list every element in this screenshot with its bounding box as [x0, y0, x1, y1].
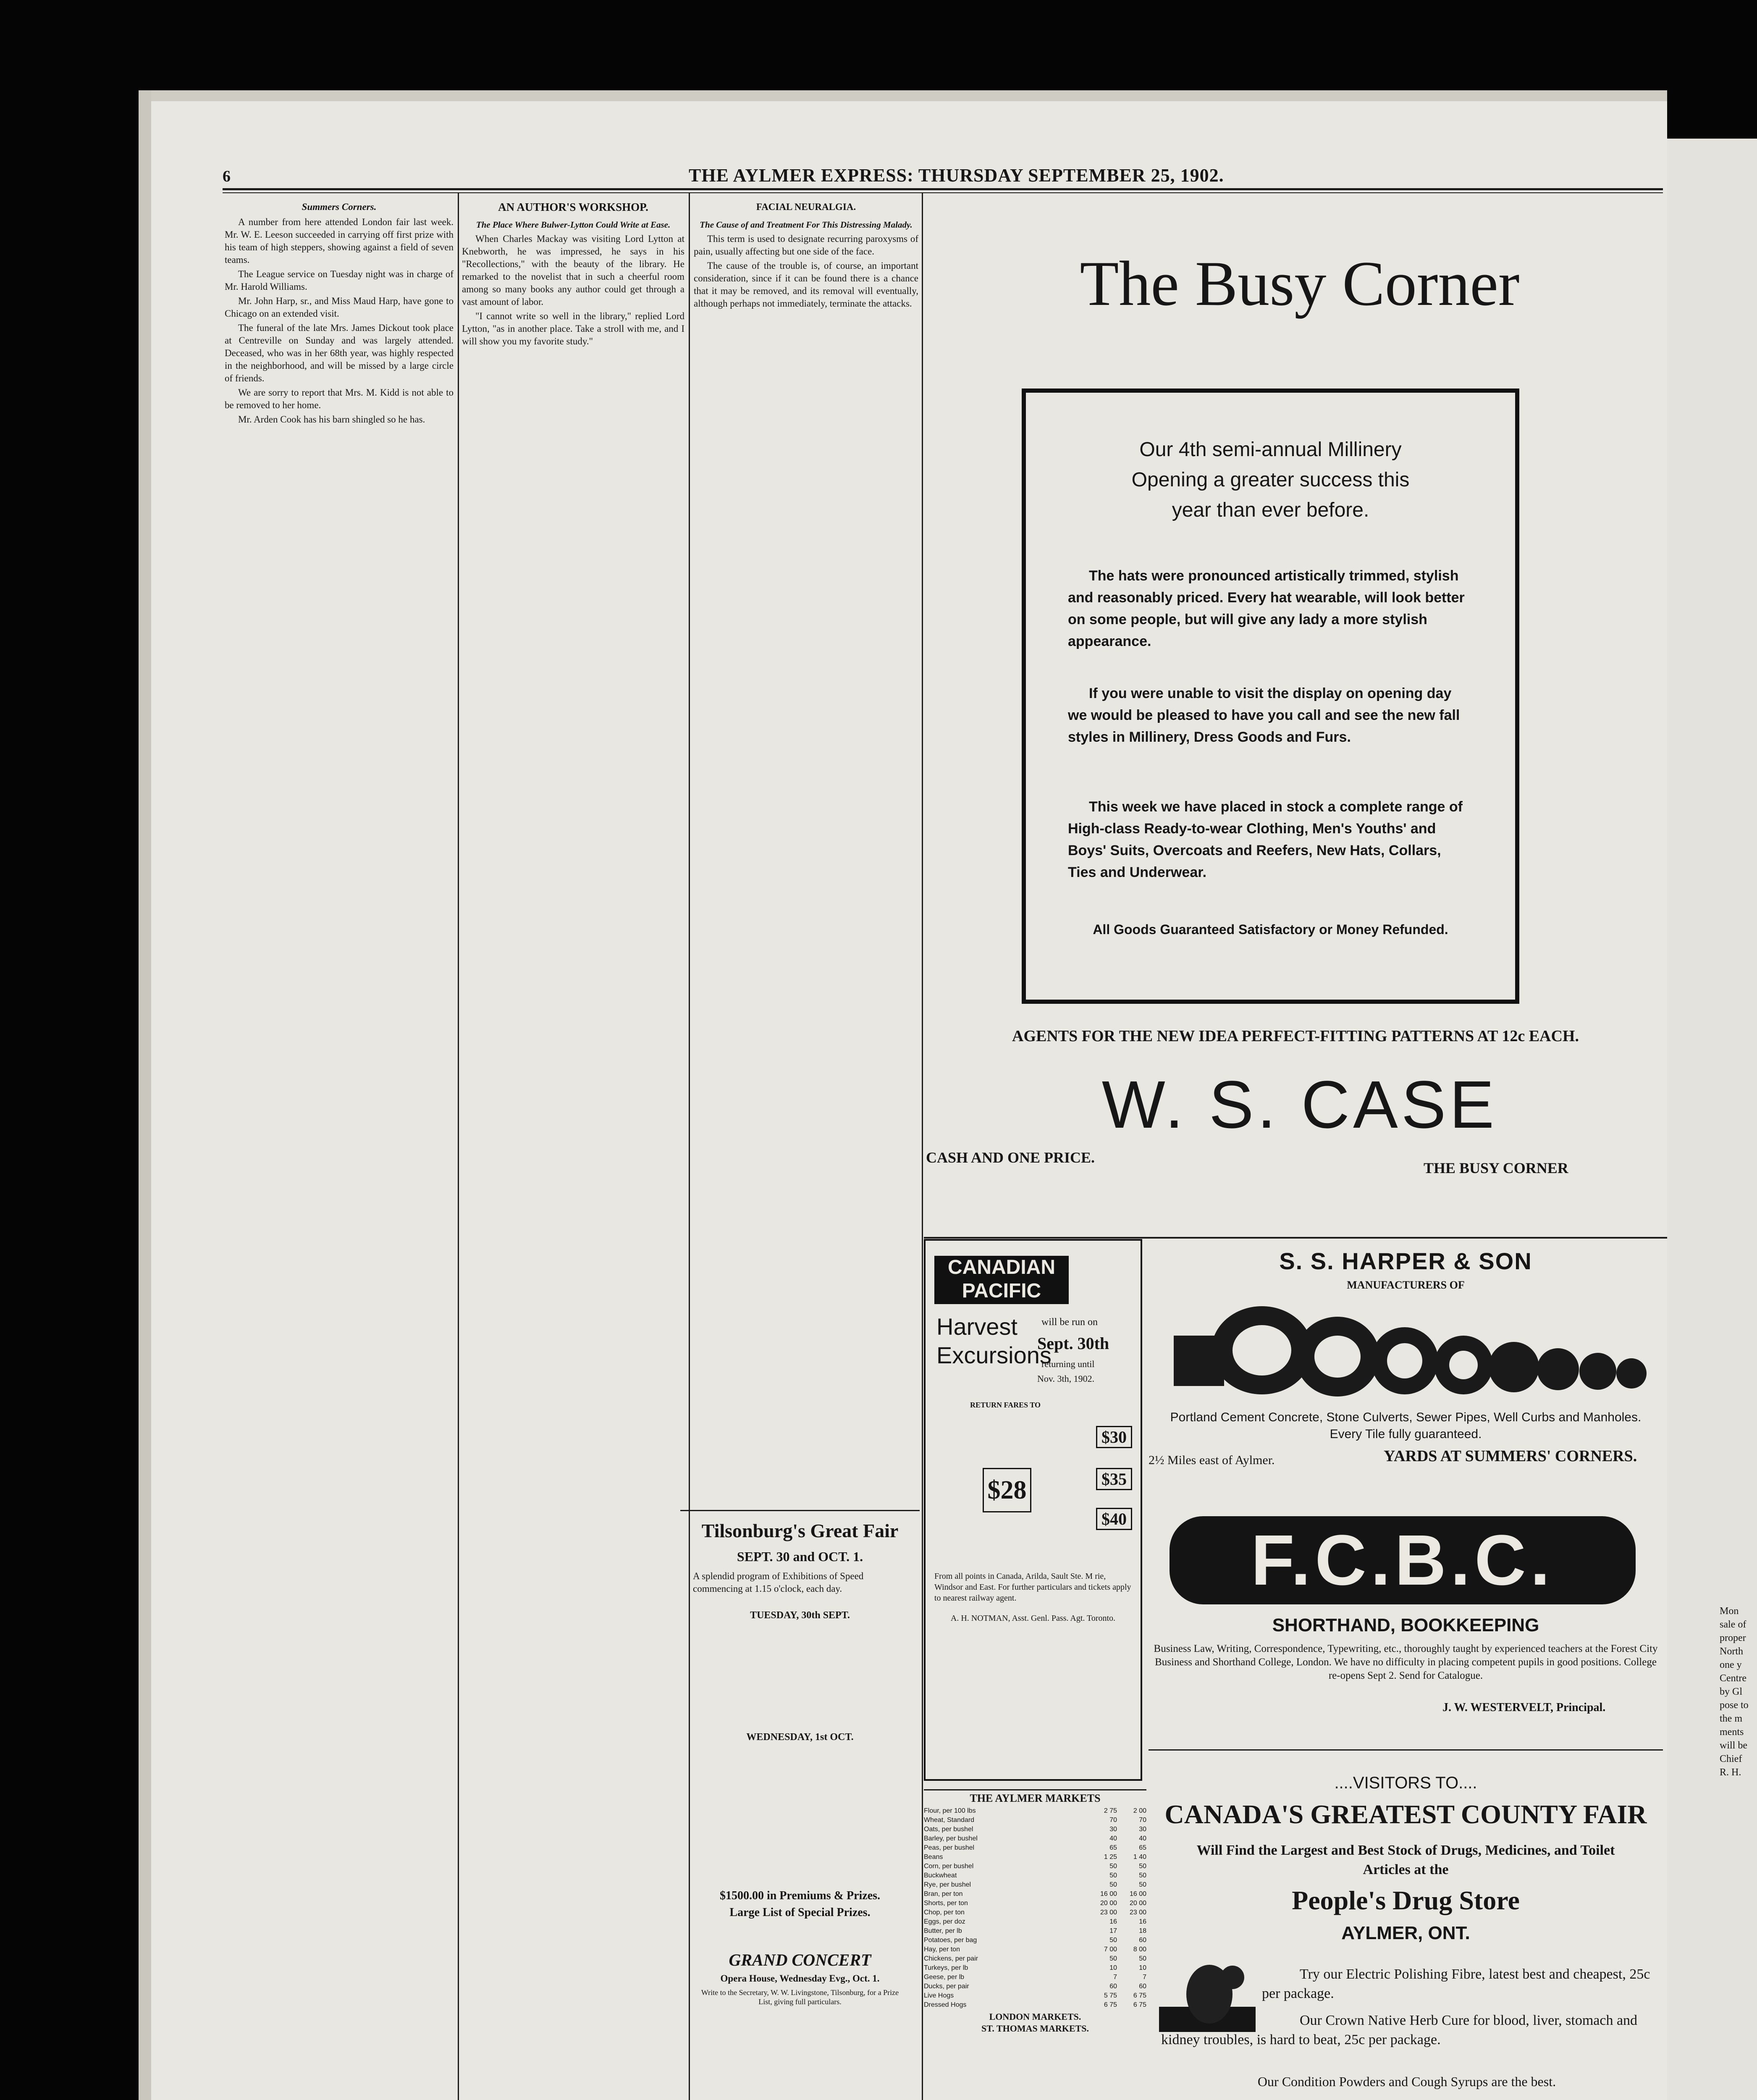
- market-row: [924, 1945, 1146, 1954]
- harper-title: S. S. HARPER & SON: [1279, 1248, 1532, 1274]
- market-price: 50: [1109, 1881, 1117, 1888]
- cpr-logo: [934, 1256, 1069, 1304]
- market-row: [924, 1890, 1146, 1899]
- market-price: 30: [1139, 1826, 1146, 1833]
- article-paragraph: A number from here attended London fair last week. Mr. W. E. Leeson succeeded in carrying off first prize with his team of high steppers, showing against a field of seven teams.: [225, 217, 454, 265]
- edge-text: proper: [1720, 1633, 1746, 1643]
- markets-rows: [924, 1806, 1146, 2010]
- cpr-footer: From all points in Canada, Arilda, Sault Ste. M rie, Windsor and East. For further particulars and tickets apply to nearest railway agent.: [934, 1572, 1131, 1603]
- stthomas-markets-title: ST. THOMAS MARKETS.: [981, 2023, 1089, 2034]
- market-row: [924, 1816, 1146, 1825]
- headline-line: Our 4th semi-annual Millinery: [1139, 438, 1402, 461]
- millinery-headline: [1051, 435, 1490, 525]
- fcbc-title: SHORTHAND, BOOKKEEPING: [1272, 1615, 1539, 1635]
- article-paragraph: This term is used to designate recurring paroxysms of pain, usually affecting but one side of the face.: [694, 234, 918, 257]
- fcbc-logo: F.C.B.C.: [1170, 1516, 1636, 1604]
- market-price: 50: [1109, 1872, 1117, 1879]
- market-item: Turkeys, per lb: [924, 1964, 968, 1971]
- market-price: 50: [1139, 1881, 1146, 1888]
- market-item: Potatoes, per bag: [924, 1937, 977, 1944]
- cash-one-price: CASH AND ONE PRICE.: [926, 1149, 1095, 1166]
- market-row: [924, 1973, 1146, 1982]
- market-price: 23 00: [1100, 1909, 1117, 1916]
- visitors-line-1: Try our Electric Polishing Fibre, latest best and cheapest, 25c per package.: [1262, 1966, 1650, 2001]
- cpr-fares-label: RETURN FARES TO: [970, 1401, 1041, 1409]
- article-paragraph: When Charles Mackay was visiting Lord Lytton at Knebworth, he was impressed, he says in his "Recollections," with the beauty of the library. He remarked to the novelist that in such a cheerful room among so many books any author could get through a vast amount of labor.: [462, 234, 684, 307]
- market-price: 1 40: [1133, 1853, 1146, 1861]
- market-item: Oats, per bushel: [924, 1826, 973, 1833]
- edge-text: sale of: [1720, 1619, 1747, 1630]
- market-row: [924, 1982, 1146, 1991]
- article-title: FACIAL NEURALGIA.: [756, 202, 856, 212]
- fair-concert: GRAND CONCERT: [729, 1950, 871, 1969]
- market-price: 2 75: [1104, 1807, 1117, 1814]
- visitors-sub: Will Find the Largest and Best Stock of Drugs, Medicines, and Toilet Articles at the: [1196, 1843, 1615, 1877]
- market-item: Bran, per ton: [924, 1890, 963, 1898]
- article-title: Summers Corners.: [302, 202, 377, 212]
- market-price: 70: [1109, 1816, 1117, 1824]
- market-item: Butter, per lb: [924, 1927, 962, 1935]
- market-item: Chop, per ton: [924, 1909, 965, 1916]
- market-price: 50: [1109, 1937, 1117, 1944]
- article-subtitle: The Cause of and Treatment For This Distressing Malady.: [700, 220, 913, 230]
- market-item: Beans: [924, 1853, 943, 1861]
- busy-corner-tag: THE BUSY CORNER: [1424, 1160, 1568, 1176]
- cpr-logo-top: CANADIAN: [948, 1256, 1055, 1278]
- cpr-will-be-run: will be run on: [1041, 1317, 1098, 1328]
- harper-yards: YARDS AT SUMMERS' CORNERS.: [1384, 1447, 1637, 1465]
- market-price: 10: [1139, 1964, 1146, 1971]
- market-price: 23 00: [1129, 1909, 1146, 1916]
- adjacent-page-edge: [1667, 139, 1757, 2100]
- market-price: 50: [1109, 1863, 1117, 1870]
- market-item: Buckwheat: [924, 1872, 957, 1879]
- market-price: 60: [1109, 1983, 1117, 1990]
- drug-store-ad: [1149, 1749, 1663, 2099]
- drug-store-name: People's Drug Store: [1292, 1885, 1520, 1915]
- article-paragraph: The League service on Tuesday night was in charge of Mr. Harold Williams.: [225, 269, 454, 292]
- market-item: Geese, per lb: [924, 1974, 965, 1981]
- market-price: 7: [1113, 1974, 1117, 1981]
- edge-text: will be: [1720, 1740, 1747, 1751]
- article-paragraph: The funeral of the late Mrs. James Dickout took place at Centreville on Sunday and was largely attended. Deceased, who was in her 68th year, was highly respected in the neighborhood, and will be missed by a large circle of friends.: [225, 323, 454, 383]
- market-price: 40: [1109, 1835, 1117, 1842]
- market-price: 50: [1139, 1872, 1146, 1879]
- article-subtitle: The Place Where Bulwer-Lytton Could Write at Ease.: [476, 220, 671, 230]
- cpr-return-date: Nov. 3th, 1902.: [1037, 1373, 1095, 1384]
- market-price: 60: [1139, 1983, 1146, 1990]
- market-row: [924, 1806, 1146, 1816]
- cpr-title-line: Excursions: [936, 1342, 1052, 1368]
- market-price: 6 75: [1133, 1992, 1146, 1999]
- market-item: Barley, per bushel: [924, 1835, 978, 1842]
- market-price: 70: [1139, 1816, 1146, 1824]
- markets-title: THE AYLMER MARKETS: [970, 1792, 1101, 1804]
- edge-column: [1720, 1604, 1757, 1779]
- market-price: 7 00: [1104, 1946, 1117, 1953]
- market-price: 8 00: [1133, 1946, 1146, 1953]
- agents-line: AGENTS FOR THE NEW IDEA PERFECT-FITTING PATTERNS AT 12c EACH.: [1012, 1027, 1579, 1045]
- harper-body: Portland Cement Concrete, Stone Culverts, Sewer Pipes, Well Curbs and Manholes. Every Tile fully guaranteed.: [1170, 1410, 1642, 1441]
- market-row: [924, 1853, 1146, 1862]
- pipes-illustration: [1161, 1298, 1648, 1403]
- market-price: 40: [1139, 1835, 1146, 1842]
- fair-day-2: WEDNESDAY, 1st OCT.: [746, 1732, 854, 1743]
- market-price: 1 25: [1104, 1853, 1117, 1861]
- edge-text: one y: [1720, 1659, 1742, 1670]
- article-paragraph: The cause of the trouble is, of course, an important consideration, since if it can be found there is a chance that it may be removed, and its removal will eventually, although perhaps not immediately, terminate the attacks.: [694, 260, 918, 309]
- fair-write: Write to the Secretary, W. W. Livingstone, Tilsonburg, for a Prize List, giving full particulars.: [701, 1988, 899, 2006]
- market-item: Eggs, per doz: [924, 1918, 965, 1925]
- column-2: [462, 197, 684, 2096]
- market-price: 50: [1139, 1955, 1146, 1962]
- market-item: Chickens, per pair: [924, 1955, 978, 1962]
- guarantee-line: All Goods Guaranteed Satisfactory or Money Refunded.: [1093, 922, 1448, 937]
- market-price: 16: [1139, 1918, 1146, 1925]
- market-item: Flour, per 100 lbs: [924, 1807, 976, 1814]
- cpr-price-main: $28: [983, 1468, 1031, 1512]
- market-item: Shorts, per ton: [924, 1900, 968, 1907]
- market-item: Corn, per bushel: [924, 1863, 974, 1870]
- visitors-pre: ....VISITORS TO....: [1334, 1774, 1477, 1792]
- market-price: 10: [1109, 1964, 1117, 1971]
- fair-special-prizes: Large List of Special Prizes.: [729, 1906, 871, 1919]
- fair-prizes: $1500.00 in Premiums & Prizes.: [719, 1889, 881, 1902]
- page-shadow-left: [139, 90, 151, 2100]
- market-row: [924, 1834, 1146, 1843]
- cpr-returning: returning until: [1041, 1359, 1095, 1369]
- page-shadow-top: [139, 90, 1667, 101]
- market-price: 30: [1109, 1826, 1117, 1833]
- edge-text: pose to: [1720, 1700, 1749, 1711]
- cpr-title-line: Harvest: [936, 1313, 1017, 1340]
- fair-title: Tilsonburg's Great Fair: [701, 1520, 899, 1541]
- busy-corner-box: [1022, 388, 1519, 1004]
- millinery-paragraph: The hats were pronounced artistically trimmed, stylish and reasonably priced. Every hat wearable, will look better on some people, but will give any lady a more stylish appearance.: [1068, 568, 1465, 649]
- column-rule: [458, 193, 459, 2100]
- market-row: [924, 1899, 1146, 1908]
- harper-ad: [1149, 1243, 1663, 1516]
- millinery-paragraph: If you were unable to visit the display on opening day we would be pleased to have you call and see the new fall styles in Millinery, Dress Goods and Furs.: [1068, 685, 1460, 745]
- market-item: Dressed Hogs: [924, 2001, 967, 2008]
- market-price: 5 75: [1104, 1992, 1117, 1999]
- market-price: 18: [1139, 1927, 1146, 1935]
- market-row: [924, 1991, 1146, 2000]
- market-row: [924, 1843, 1146, 1853]
- headline-line: Opening a greater success this: [1131, 469, 1410, 491]
- fcbc-ad: [1149, 1512, 1663, 1747]
- column-1: [225, 197, 454, 2096]
- market-row: [924, 1964, 1146, 1973]
- article-paragraph: "I cannot write so well in the library," replied Lord Lytton, "as in another place. Take a stroll with me, and I will show you my favorite study.": [462, 311, 684, 346]
- ad-divider: [924, 1237, 1667, 1239]
- market-item: Wheat, Standard: [924, 1816, 975, 1824]
- masthead-rule-thin: [223, 192, 1663, 193]
- market-row: [924, 1862, 1146, 1871]
- edge-text: by Gl: [1720, 1686, 1742, 1697]
- fcbc-body: Business Law, Writing, Correspondence, Typewriting, etc., thoroughly taught by experienced teachers at the Forest City Business and Shorthand College, London. We have no difficulty in placing competent pupils in good positions. College re-opens Sept 2. Send for Catalogue.: [1154, 1643, 1658, 1681]
- cpr-agent: A. H. NOTMAN, Asst. Genl. Pass. Agt. Toronto.: [950, 1614, 1116, 1623]
- edge-text: ments: [1720, 1727, 1744, 1738]
- market-row: [924, 1908, 1146, 1917]
- market-price: 60: [1139, 1937, 1146, 1944]
- masthead-rule: [223, 188, 1663, 190]
- cpr-title: [936, 1312, 1052, 1370]
- fair-intro: A splendid program of Exhibitions of Speed commencing at 1.15 o'clock, each day.: [693, 1571, 864, 1594]
- market-row: [924, 1917, 1146, 1927]
- cpr-price-c: $40: [1096, 1508, 1132, 1530]
- market-price: 16 00: [1129, 1890, 1146, 1898]
- edge-text: R. H.: [1720, 1767, 1741, 1778]
- markets-table: [924, 1789, 1146, 2097]
- market-item: Live Hogs: [924, 1992, 954, 1999]
- busy-corner-title: The Busy Corner: [1080, 248, 1520, 319]
- fair-day-1: TUESDAY, 30th SEPT.: [750, 1610, 850, 1621]
- edge-text: the m: [1720, 1713, 1742, 1724]
- market-row: [924, 1954, 1146, 1964]
- article-paragraph: We are sorry to report that Mrs. M. Kidd is not able to be removed to her home.: [225, 387, 454, 410]
- market-price: 6 75: [1133, 2001, 1146, 2008]
- market-price: 20 00: [1129, 1900, 1146, 1907]
- edge-text: Centre: [1720, 1673, 1747, 1684]
- market-row: [924, 1871, 1146, 1880]
- fcbc-principal: J. W. WESTERVELT, Principal.: [1442, 1701, 1606, 1714]
- market-price: 65: [1139, 1844, 1146, 1851]
- cpr-price-a: $30: [1096, 1426, 1132, 1448]
- article-title: AN AUTHOR'S WORKSHOP.: [498, 201, 648, 213]
- cpr-price-b: $35: [1096, 1468, 1132, 1490]
- article-paragraph: Mr. Arden Cook has his barn shingled so he has.: [238, 414, 425, 425]
- market-item: Rye, per bushel: [924, 1881, 971, 1888]
- harper-miles: 2½ Miles east of Aylmer.: [1149, 1453, 1275, 1467]
- market-item: Ducks, per pair: [924, 1983, 969, 1990]
- market-row: [924, 1880, 1146, 1890]
- market-item: Hay, per ton: [924, 1946, 960, 1953]
- market-item: Peas, per bushel: [924, 1844, 975, 1851]
- column-3: [694, 197, 918, 1331]
- edge-text: Mon: [1720, 1606, 1739, 1617]
- cpr-ad: [920, 1239, 1146, 1781]
- clothing-paragraph: This week we have placed in stock a complete range of High-class Ready-to-wear Clothing, Men's Youths' and Boys' Suits, Overcoats and Reefers, New Hats, Collars, Ties and Underwear.: [1068, 799, 1463, 880]
- market-price: 17: [1109, 1927, 1117, 1935]
- market-price: 16: [1109, 1918, 1117, 1925]
- visitors-line-2: Our Crown Native Herb Cure for blood, liver, stomach and kidney troubles, is hard to beat, 25c per package.: [1161, 2013, 1638, 2048]
- tilsonburg-fair-ad: [680, 1510, 920, 2099]
- cpr-date: Sept. 30th: [1037, 1334, 1109, 1353]
- market-row: [924, 2000, 1146, 2010]
- fair-dates: SEPT. 30 and OCT. 1.: [737, 1549, 863, 1564]
- article-paragraph: Mr. John Harp, sr., and Miss Maud Harp, have gone to Chicago on an extended visit.: [225, 296, 454, 319]
- masthead: THE AYLMER EXPRESS: THURSDAY SEPTEMBER 25, 1902.: [689, 165, 1224, 186]
- page-number: 6: [223, 168, 231, 185]
- market-row: [924, 1927, 1146, 1936]
- market-price: 7: [1143, 1974, 1146, 1981]
- market-row: [924, 1825, 1146, 1834]
- market-price: 16 00: [1100, 1890, 1117, 1898]
- ws-case-name: W. S. CASE: [1101, 1067, 1498, 1142]
- london-markets-title: LONDON MARKETS.: [989, 2011, 1081, 2022]
- market-price: 6 75: [1104, 2001, 1117, 2008]
- visitors-line-3: Our Condition Powders and Cough Syrups are the best.: [1257, 2074, 1556, 2089]
- market-price: 65: [1109, 1844, 1117, 1851]
- market-row: [924, 1936, 1146, 1945]
- edge-text: Chief: [1720, 1754, 1742, 1764]
- market-price: 50: [1139, 1863, 1146, 1870]
- visitors-title: CANADA'S GREATEST COUNTY FAIR: [1164, 1799, 1647, 1829]
- drug-store-town: AYLMER, ONT.: [1341, 1923, 1470, 1943]
- market-price: 20 00: [1100, 1900, 1117, 1907]
- harper-subtitle: MANUFACTURERS OF: [1347, 1279, 1465, 1291]
- market-price: 50: [1109, 1955, 1117, 1962]
- edge-text: North: [1720, 1646, 1743, 1657]
- cpr-logo-bottom: PACIFIC: [962, 1280, 1041, 1302]
- headline-line: year than ever before.: [1172, 499, 1369, 521]
- market-price: 2 00: [1133, 1807, 1146, 1814]
- column-rule: [922, 193, 923, 2100]
- fair-venue: Opera House, Wednesday Evg., Oct. 1.: [720, 1973, 880, 1984]
